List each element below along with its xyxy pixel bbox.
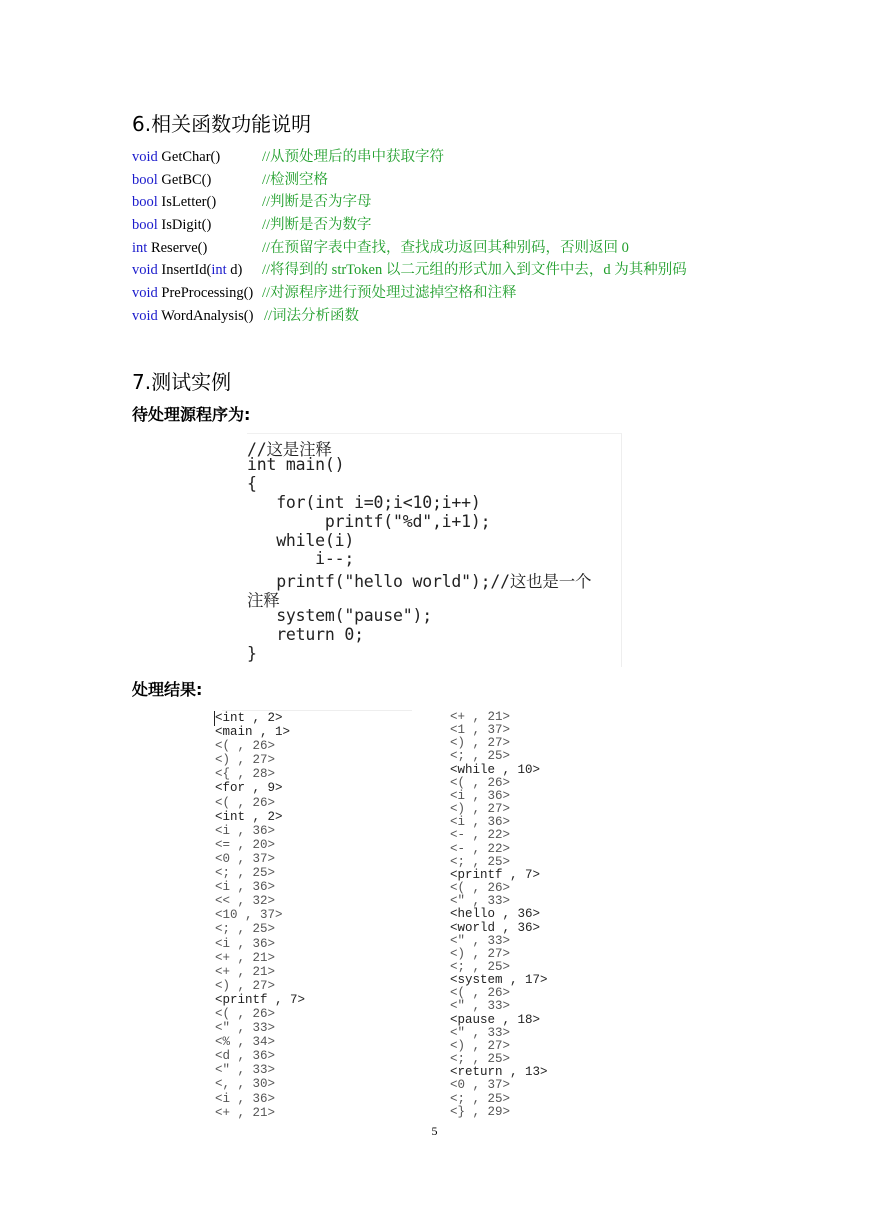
code-line: i--; — [247, 549, 355, 569]
token-pair: <( , 26> — [215, 795, 276, 810]
token-pair: <( , 26> — [215, 739, 276, 754]
token-pair: <; , 25> — [450, 854, 511, 869]
token-pair: <) , 27> — [450, 1038, 511, 1053]
token-pair: <( , 26> — [215, 1006, 276, 1021]
token-pair: <+ , 21> — [215, 1105, 276, 1120]
token-pair: <% , 34> — [215, 1035, 276, 1050]
token-pair: <pause , 18> — [450, 1012, 541, 1027]
code-line: for(int i=0;i<10;i++) — [247, 492, 481, 512]
function-name: IsDigit() — [157, 217, 212, 234]
function-name: IsLetter() — [157, 194, 217, 211]
token-pair: <; , 25> — [450, 749, 511, 764]
token-pair: <) , 27> — [450, 946, 511, 961]
token-pair: <main , 1> — [215, 725, 291, 740]
code-line: } — [247, 643, 257, 663]
function-comment: //在预留字表中查找，查找成功返回其种别码，否则返回 0 — [262, 239, 629, 256]
function-name: GetBC() — [157, 171, 212, 188]
token-pair: <" , 33> — [450, 894, 511, 909]
keyword: bool — [132, 171, 158, 188]
token-pair: <( , 26> — [450, 775, 511, 790]
token-pair: <( , 26> — [450, 986, 511, 1001]
function-signature — [132, 146, 220, 169]
function-row — [132, 237, 629, 260]
token-pair: <, , 30> — [215, 1077, 276, 1092]
function-name: PreProcessing() — [157, 285, 254, 302]
function-name: WordAnalysis() — [157, 307, 254, 324]
token-pair: <) , 27> — [215, 753, 276, 768]
token-pair: <int , 2> — [215, 711, 283, 725]
code-line: system("pause"); — [247, 606, 432, 626]
keyword: int — [211, 262, 227, 279]
function-comment: //判断是否为字母 — [262, 194, 372, 211]
code-line: return 0; — [247, 625, 364, 644]
token-pair: <+ , 21> — [215, 950, 276, 965]
function-signature — [132, 237, 207, 260]
token-pair: <- , 22> — [450, 828, 511, 843]
function-row — [132, 169, 329, 192]
token-pair: <" , 33> — [215, 1021, 276, 1036]
source-code-block — [247, 433, 622, 667]
token-pair: <" , 33> — [450, 933, 511, 948]
token-pair: <) , 27> — [215, 978, 276, 993]
token-pair: <) , 27> — [450, 736, 511, 751]
token-pair: <+ , 21> — [450, 710, 511, 724]
code-line: int main() — [247, 454, 345, 474]
keyword: bool — [132, 217, 158, 234]
code-line: { — [247, 473, 257, 493]
function-signature — [132, 214, 211, 237]
token-pair: <i , 36> — [215, 1091, 276, 1106]
token-pair: <0 , 37> — [450, 1078, 511, 1093]
section-7-heading: 7.测试实例 — [132, 370, 232, 394]
function-list — [132, 146, 687, 328]
function-signature — [132, 191, 216, 214]
token-pair: <) , 27> — [450, 802, 511, 817]
output-column-right — [450, 711, 548, 1119]
function-signature — [132, 305, 253, 328]
token-pair: <printf , 7> — [215, 992, 306, 1007]
token-pair: <printf , 7> — [450, 867, 541, 882]
function-comment: //检测空格 — [262, 171, 329, 188]
token-pair: <} , 29> — [450, 1104, 511, 1119]
function-comment: //词法分析函数 — [264, 307, 360, 324]
token-pair: <( , 26> — [450, 881, 511, 896]
token-pair: <- , 22> — [450, 841, 511, 856]
code-line: while(i) — [247, 530, 355, 550]
function-name: GetChar() — [157, 149, 221, 165]
token-pair: <" , 33> — [450, 999, 511, 1014]
token-pair: <hello , 36> — [450, 907, 541, 922]
code-line: printf("hello world");//这也是一个 — [247, 572, 592, 592]
token-pair: <i , 36> — [450, 815, 511, 830]
token-pair: <; , 25> — [215, 866, 276, 881]
function-comment: //判断是否为数字 — [262, 217, 372, 234]
token-pair: <d , 36> — [215, 1049, 276, 1064]
code-line: //这是注释 — [247, 440, 332, 459]
function-row — [132, 214, 372, 237]
function-comment: //将得到的 strToken 以二元组的形式加入到文件中去，d 为其种别码 — [262, 262, 687, 279]
token-pair: <" , 33> — [450, 1025, 511, 1040]
keyword: void — [132, 285, 158, 302]
token-pair: << , 32> — [215, 894, 276, 909]
token-pair: <while , 10> — [450, 762, 541, 777]
function-row — [132, 282, 517, 305]
page-number: 5 — [431, 1124, 438, 1138]
token-pair: <i , 36> — [215, 936, 276, 951]
token-pair: <" , 33> — [215, 1063, 276, 1078]
function-comment: //从预处理后的串中获取字符 — [262, 149, 445, 165]
token-pair: <for , 9> — [215, 781, 283, 796]
function-param: d) — [226, 262, 243, 279]
output-column-left — [215, 711, 305, 1120]
source-label: 待处理源程序为: — [132, 405, 251, 424]
keyword: void — [132, 307, 158, 324]
token-pair: <; , 25> — [450, 1052, 511, 1067]
code-line: 注释 — [247, 591, 280, 611]
token-pair: <; , 25> — [215, 922, 276, 937]
token-pair: <int , 2> — [215, 809, 283, 824]
section-6-heading: 6.相关函数功能说明 — [132, 112, 312, 136]
token-pair: <i , 36> — [215, 880, 276, 895]
token-pair: <return , 13> — [450, 1065, 548, 1080]
token-pair: <i , 36> — [450, 788, 511, 803]
token-pair: <{ , 28> — [215, 767, 276, 782]
keyword: void — [132, 262, 158, 279]
token-pair: <world , 36> — [450, 920, 541, 935]
token-pair: <; , 25> — [450, 959, 511, 974]
function-signature — [132, 282, 253, 305]
token-pair: <0 , 37> — [215, 851, 276, 866]
function-name: Reserve() — [147, 239, 208, 256]
token-pair: <; , 25> — [450, 1091, 511, 1106]
function-comment: //对源程序进行预处理过滤掉空格和注释 — [262, 285, 517, 302]
token-pair: <= , 20> — [215, 837, 276, 852]
keyword: void — [132, 149, 158, 165]
function-row — [132, 259, 687, 282]
function-name: InsertId( — [157, 262, 212, 279]
function-signature — [132, 259, 242, 282]
keyword: int — [132, 239, 148, 256]
token-pair: <1 , 37> — [450, 723, 511, 738]
function-signature — [132, 169, 211, 192]
keyword: bool — [132, 194, 158, 211]
token-pair: <10 , 37> — [215, 908, 283, 923]
token-pair: <+ , 21> — [215, 964, 276, 979]
function-row — [132, 191, 372, 214]
function-row — [132, 305, 360, 328]
function-row — [132, 146, 445, 169]
token-pair: <system , 17> — [450, 973, 548, 988]
code-line: printf("%d",i+1); — [247, 511, 491, 531]
result-label: 处理结果: — [132, 680, 203, 699]
token-pair: <i , 36> — [215, 823, 276, 838]
